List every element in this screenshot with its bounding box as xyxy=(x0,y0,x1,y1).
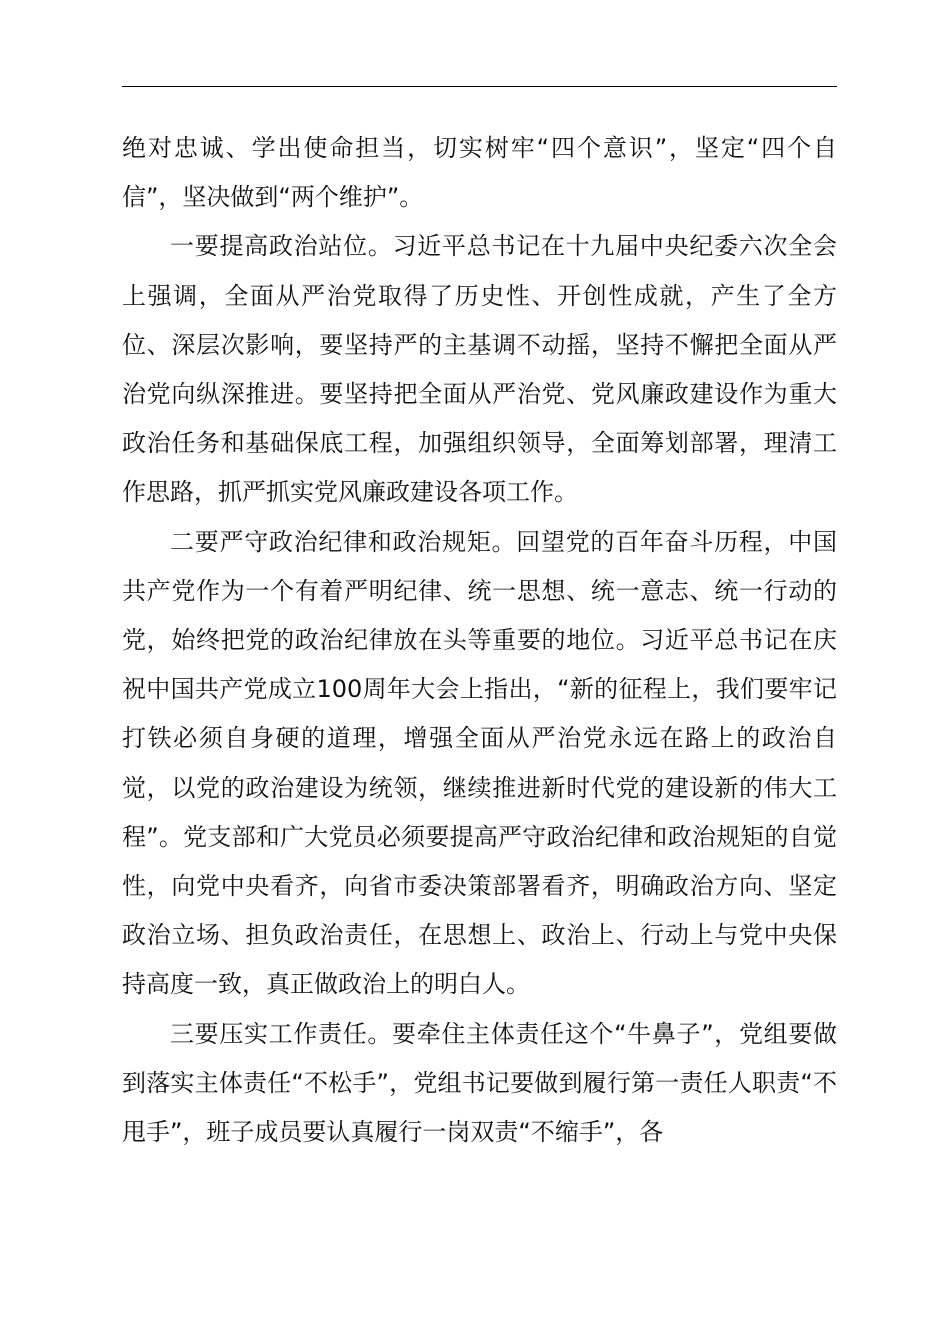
paragraph-political-discipline: 二要严守政治纪律和政治规矩。回望党的百年奋斗历程，中国共产党作为一个有着严明纪律、统一思想、统一意志、统一行动的党，始终把党的政治纪律放在头等重要的地位。习近平总书记在庆祝中国共产党成立100周年大会上指出，“新的征程上，我们要牢记打铁必须自身硬的道理，增强全面从严治党永远在路上的政治自觉，以党的政治建设为统领，继续推进新时代党的建设新的伟大工程”。党支部和广大党员必须要提高严守政治纪律和政治规矩的自觉性，向党中央看齐，向省市委决策部署看齐，明确政治方向、坚定政治立场、担负政治责任，在思想上、政治上、行动上与党中央保持高度一致，真正做政治上的明白人。 xyxy=(122,527,837,999)
paragraph-continuation: 绝对忠诚、学出使命担当，切实树牢“四个意识”，坚定“四个自信”，坚决做到“两个维护”。 xyxy=(122,134,837,212)
paragraph-political-standing: 一要提高政治站位。习近平总书记在十九届中央纪委六次全会上强调，全面从严治党取得了历史性、开创性成就，产生了全方位、深层次影响，要坚持严的主基调不动摇，坚持不懈把全面从严治党向纵深推进。要坚持把全面从严治党、党风廉政建设作为重大政治任务和基础保底工程，加强组织领导，全面筹划部署，理清工作思路，抓严抓实党风廉政建设各项工作。 xyxy=(122,232,837,507)
header-rule xyxy=(122,86,837,87)
document-body xyxy=(122,124,837,1157)
paragraph-work-responsibility: 三要压实工作责任。要牵住主体责任这个“牛鼻子”，党组要做到落实主体责任“不松手”，党组书记要做到履行第一责任人职责“不甩手”，班子成员要认真履行一岗双责“不缩手”，各 xyxy=(122,1019,837,1147)
